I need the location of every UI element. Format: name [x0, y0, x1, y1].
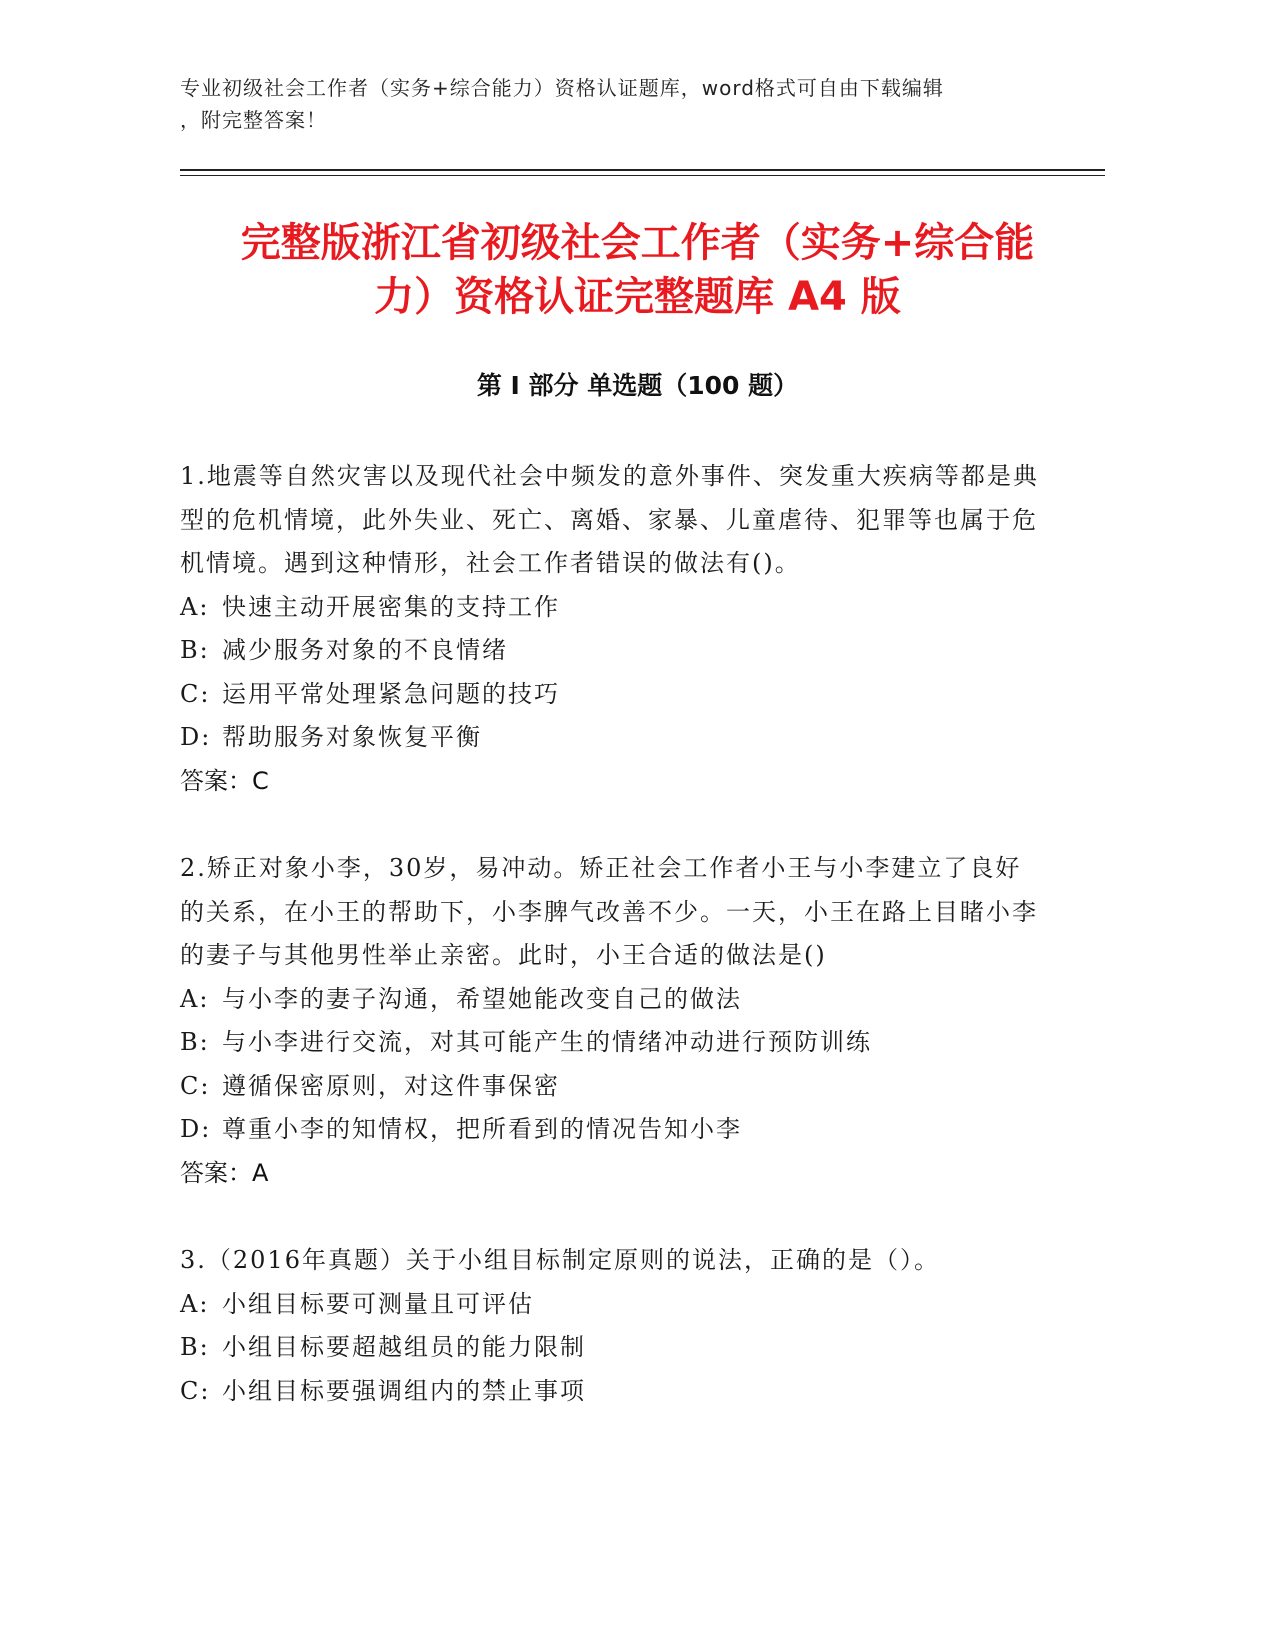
question-2 — [180, 847, 1040, 1195]
option-text: 尊重小李的知情权，把所看到的情况告知小李 — [222, 1115, 742, 1143]
header-divider-thick — [180, 169, 1105, 171]
option-text: 减少服务对象的不良情绪 — [222, 636, 508, 664]
option-text: 运用平常处理紧急问题的技巧 — [222, 679, 560, 708]
option-a — [180, 1283, 1040, 1327]
option-d — [180, 716, 1040, 760]
document-title-line1: 完整版浙江省初级社会工作者（实务+综合能 — [240, 220, 1035, 266]
option-text: 遵循保密原则，对这件事保密 — [222, 1071, 560, 1100]
option-letter: A: — [180, 592, 210, 621]
option-letter: C: — [180, 1376, 211, 1405]
option-letter: D: — [180, 1115, 212, 1143]
question-stem: 1.地震等自然灾害以及现代社会中频发的意外事件、突发重大疾病等都是典型的危机情境，此外失业、死亡、离婚、家暴、儿童虐待、犯罪等也属于危机情境。遇到这种情形，社会工作者错误的做法有()。 — [180, 462, 1039, 577]
question-1 — [180, 455, 1040, 803]
answer: 答案：A — [180, 1158, 269, 1187]
header-divider-thin — [180, 175, 1105, 176]
option-b — [180, 629, 1040, 673]
option-letter: A: — [180, 984, 210, 1013]
header-note — [180, 72, 1060, 136]
option-c — [180, 1065, 1040, 1109]
section-heading: 第 I 部分 单选题（100 题） — [476, 371, 799, 400]
option-text: 与小李进行交流，对其可能产生的情绪冲动进行预防训练 — [222, 1028, 872, 1056]
header-note-line1: 专业初级社会工作者（实务+综合能力）资格认证题库，word格式可自由下载编辑 — [180, 76, 944, 100]
option-letter: C: — [180, 679, 211, 708]
option-letter: D: — [180, 723, 212, 751]
option-a — [180, 586, 1040, 630]
option-letter: B: — [180, 1028, 210, 1056]
question-stem: 2.矫正对象小李，30岁，易冲动。矫正社会工作者小王与小李建立了良好的关系，在小王的帮助下，小李脾气改善不少。一天，小王在路上目睹小李的妻子与其他男性举止亲密。此时，小王合适的做法是() — [180, 854, 1038, 969]
option-b — [180, 1326, 1040, 1370]
option-text: 小组目标要超越组员的能力限制 — [222, 1333, 586, 1361]
option-text: 快速主动开展密集的支持工作 — [222, 592, 560, 621]
document-title-line2: 力）资格认证完整题库 A4 版 — [374, 274, 901, 320]
question-list — [180, 455, 1040, 1457]
question-3 — [180, 1239, 1040, 1413]
option-a — [180, 978, 1040, 1022]
document-title — [150, 216, 1125, 324]
option-c — [180, 673, 1040, 717]
option-letter: B: — [180, 636, 210, 664]
option-letter: B: — [180, 1333, 210, 1361]
option-b — [180, 1021, 1040, 1065]
header-note-line2: ，附完整答案！ — [180, 108, 327, 132]
answer: 答案：C — [180, 766, 269, 795]
option-letter: A: — [180, 1289, 210, 1318]
option-text: 与小李的妻子沟通，希望她能改变自己的做法 — [222, 984, 742, 1013]
option-letter: C: — [180, 1071, 211, 1100]
option-text: 小组目标要强调组内的禁止事项 — [222, 1376, 586, 1405]
question-stem: 3.（2016年真题）关于小组目标制定原则的说法，正确的是（）。 — [180, 1246, 940, 1274]
option-text: 小组目标要可测量且可评估 — [222, 1289, 534, 1318]
option-text: 帮助服务对象恢复平衡 — [222, 723, 482, 751]
option-d — [180, 1108, 1040, 1152]
option-c — [180, 1370, 1040, 1414]
